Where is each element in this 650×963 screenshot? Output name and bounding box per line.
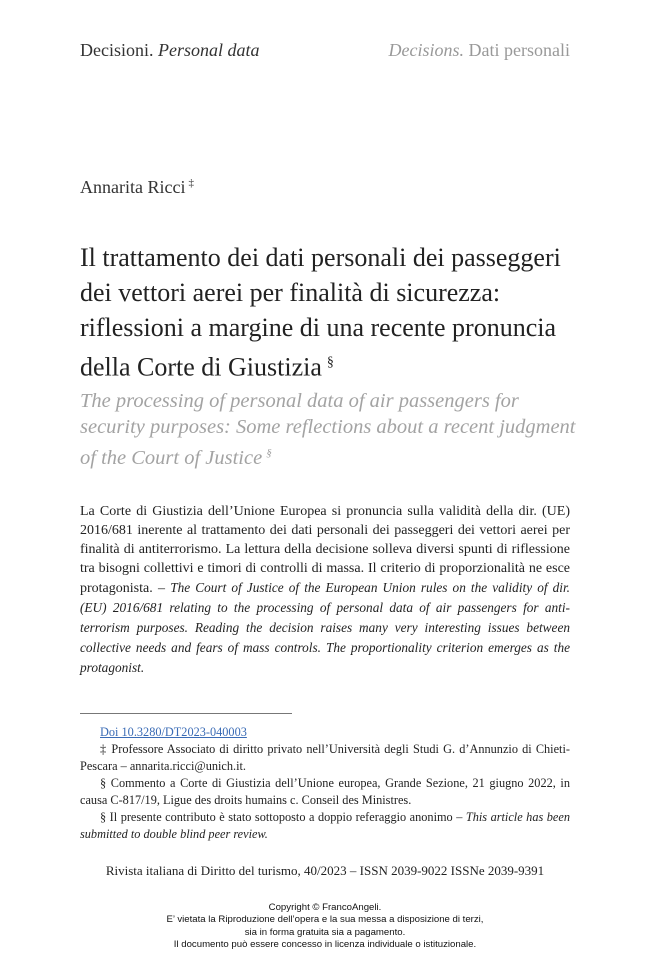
copyright-line-1: Copyright © FrancoAngeli. [268, 902, 382, 913]
header-right-topic: Dati personali [468, 40, 570, 60]
doi-link[interactable]: Doi 10.3280/DT2023-040003 [100, 725, 247, 739]
footnote-case [80, 775, 570, 809]
footnote-author [80, 741, 570, 775]
footnote-review-italian: Il presente contributo è stato sottoposto a doppio referaggio anonimo – [109, 810, 463, 824]
header-left-section: Decisioni. [80, 40, 154, 60]
author [80, 177, 194, 198]
article-subtitle [80, 388, 580, 471]
footnotes [80, 724, 570, 843]
copyright-notice [0, 902, 650, 951]
copyright-line-3: sia in forma gratuita sia a pagamento. [244, 926, 406, 938]
subtitle-footnote-mark[interactable]: § [266, 447, 272, 459]
author-footnote-mark[interactable]: ‡ [188, 177, 194, 189]
title-text: Il trattamento dei dati personali dei passeggeri dei vettori aerei per finalità di sicurezza: riflessioni a margine di una recente pronuncia della Corte di Giustizia [80, 243, 561, 382]
copyright-line-2: E’ vietata la Riproduzione dell’opera e la sua messa a disposizione di terzi, [166, 914, 484, 926]
footnote-author-mark: ‡ [100, 742, 108, 756]
journal-citation: Rivista italiana di Diritto del turismo, 40/2023 – ISSN 2039-9022 ISSNe 2039-9391 [105, 863, 545, 878]
footnote-review-english: This article has been submitted to double blind peer review. [80, 810, 570, 841]
footnote-case-mark: § [100, 776, 107, 790]
abstract-english: The Court of Justice of the European Union rules on the validity of dir. (EU) 2016/681 relating to the processing of personal data of air passengers for anti-terrorism purposes. Reading the decision raises many very interesting issues between collective needs and fears of mass controls. The proportionality criterion emerges as the protagonist. [80, 580, 570, 675]
copyright-line-4: Il documento può essere concesso in licenza individuale o istituzionale. [173, 938, 477, 950]
header-right-section: Decisions. [388, 40, 465, 60]
footnote-author-text: Professore Associato di diritto privato nell’Università degli Studi G. d’Annunzio di Chieti-Pescara – annarita.ricci@unich.it. [80, 742, 570, 773]
title-footnote-mark[interactable]: § [326, 355, 334, 370]
abstract-italian: La Corte di Giustizia dell’Unione Europea si pronuncia sulla validità della dir. (UE) 2016/681 inerente al trattamento dei dati personali dei passeggeri dei vettori aerei per finalità di antiterrorismo. La lettura della decisione solleva diversi spunti di riflessione tra bisogni collettivi e timori di controlli di massa. Il criterio di proporzionalità ne esce protagonista. – [80, 504, 570, 596]
author-name: Annarita Ricci [80, 177, 186, 197]
running-header-left [80, 40, 260, 61]
footnote-review [80, 809, 570, 843]
subtitle-text: The processing of personal data of air passengers for security purposes: Some reflections about a recent judgment of the Court of Justice [80, 390, 576, 469]
abstract [80, 502, 570, 678]
footnote-divider [80, 713, 292, 714]
article-title [80, 240, 580, 385]
footnote-case-text: Commento a Corte di Giustizia dell’Unione europea, Grande Sezione, 21 giugno 2022, in causa C-817/19, Ligue des droits humains c. Conseil des Ministres. [80, 776, 570, 807]
footnote-review-mark: § [100, 810, 107, 824]
running-header-right [389, 40, 570, 61]
header-left-topic: Personal data [158, 40, 260, 60]
